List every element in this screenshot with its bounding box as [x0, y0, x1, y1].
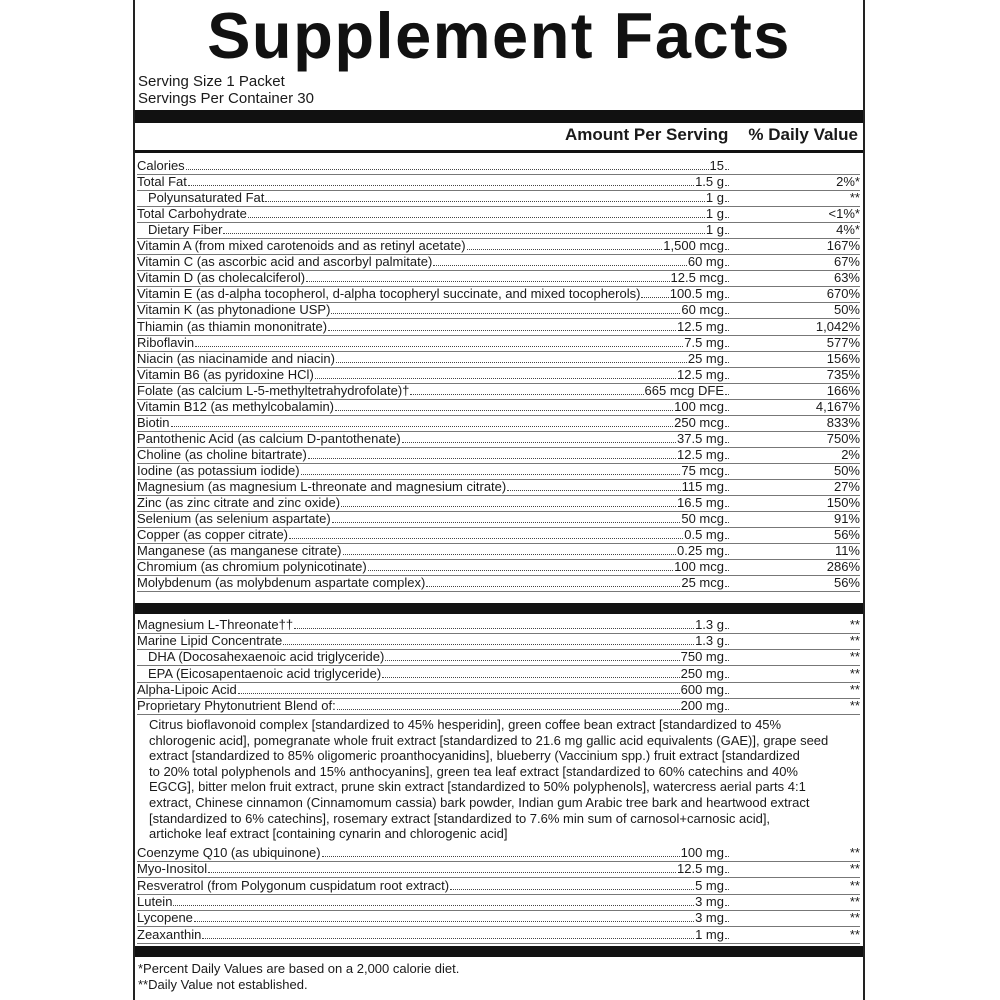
nutrient-amount: 75 mcg [681, 462, 724, 478]
nutrient-amount: 15 [709, 158, 724, 173]
nutrient-amount: 12.5 mg [677, 446, 724, 462]
nutrient-daily-value: ** [849, 861, 860, 877]
nutrient-amount: 100.5 mg [669, 286, 724, 302]
nutrient-name: Manganese (as manganese citrate) [137, 543, 342, 559]
blend-text-line: to 20% total polyphenols and 15% anthocyanins], green tea leaf extract [standardized to 60% catechins and 40% [149, 763, 798, 779]
nutrient-name: Vitamin D (as cholecalciferol) [137, 270, 306, 286]
blend-text-line: chlorogenic acid], pomegranate whole fruit extract [standardized to 21.6 mg gallic acid equivalents (GAE)], grape seed [149, 732, 829, 748]
nutrient-name: Thiamin (as thiamin mononitrate) [137, 318, 328, 334]
dot-leader [283, 644, 694, 645]
dot-leader [385, 660, 679, 661]
dot-leader [194, 921, 694, 922]
nutrient-daily-value: 286% [826, 559, 860, 575]
nutrient-name: Calories [137, 158, 185, 173]
dot-leader [223, 233, 705, 234]
nutrient-name: EPA (Eicosapentaenoic acid triglyceride) [148, 665, 382, 681]
blend-text-line: Citrus bioflavonoid complex [standardized to 45% hesperidin], green coffee bean extract [standardized to 45% [149, 717, 782, 732]
nutrient-row [137, 633, 860, 650]
nutrient-amount: 5 mg [695, 877, 724, 893]
thick-divider-middle [135, 603, 863, 614]
nutrient-amount: 1 g [705, 190, 724, 206]
nutrient-name: Zinc (as zinc citrate and zinc oxide) [137, 495, 341, 511]
nutrient-name: Myo-Inositol [137, 861, 208, 877]
dot-leader [725, 201, 729, 202]
dot-leader [725, 281, 729, 282]
nutrient-row [137, 367, 860, 384]
nutrient-daily-value: ** [849, 926, 860, 942]
dot-leader [188, 185, 694, 186]
nutrient-amount: 750 mg [680, 649, 724, 665]
dot-leader [294, 628, 694, 629]
nutrient-daily-value: ** [849, 910, 860, 926]
nutrient-daily-value: ** [849, 633, 860, 649]
nutrient-amount: 50 mcg [681, 511, 724, 527]
nutrient-row [137, 270, 860, 287]
nutrient-row [137, 559, 860, 576]
dot-leader [208, 872, 676, 873]
nutrient-daily-value: 67% [833, 254, 860, 270]
nutrient-daily-value: 750% [826, 430, 860, 446]
dot-leader [171, 426, 674, 427]
dot-leader [725, 905, 729, 906]
servings-per-container: Servings Per Container 30 [138, 90, 314, 107]
nutrient-name: Marine Lipid Concentrate [137, 633, 283, 649]
nutrient-row [137, 666, 860, 683]
dot-leader [725, 169, 729, 170]
nutrient-amount: 12.5 mg [677, 861, 724, 877]
nutrient-daily-value: ** [849, 845, 860, 860]
dot-leader [301, 474, 681, 475]
nutrient-row [137, 174, 860, 191]
footnote-percent-dv: *Percent Daily Values are based on a 2,000 calorie diet. [138, 961, 460, 976]
dot-leader [725, 709, 729, 710]
nutrient-name: Niacin (as niacinamide and niacin) [137, 350, 335, 366]
dot-leader [410, 394, 643, 395]
nutrient-name: Vitamin B6 (as pyridoxine HCl) [137, 366, 314, 382]
dot-leader [331, 313, 680, 314]
nutrient-daily-value: 4,167% [815, 398, 860, 414]
nutrient-daily-value: 91% [833, 511, 860, 527]
dot-leader [725, 410, 729, 411]
nutrient-amount: 1 mg [695, 926, 724, 942]
dot-leader [402, 442, 676, 443]
supplement-facts-panel [133, 0, 865, 1000]
dot-leader [186, 169, 709, 170]
nutrient-name: Coenzyme Q10 (as ubiquinone) [137, 845, 321, 860]
nutrient-row [137, 463, 860, 480]
dot-leader [368, 570, 673, 571]
nutrient-name: Vitamin K (as phytonadione USP) [137, 302, 331, 318]
nutrient-daily-value: 63% [833, 270, 860, 286]
nutrient-name: Chromium (as chromium polynicotinate) [137, 559, 367, 575]
nutrient-row [137, 861, 860, 878]
nutrient-daily-value: 50% [833, 302, 860, 318]
nutrient-row [137, 383, 860, 400]
dot-leader [725, 856, 729, 857]
dot-leader [248, 217, 705, 218]
nutrient-daily-value: 167% [826, 238, 860, 254]
phytonutrient-blend-description [149, 717, 849, 842]
blend-text-line: artichoke leaf extract [containing cynarin and chlorogenic acid] [149, 826, 508, 842]
dot-leader [725, 233, 729, 234]
dot-leader [725, 872, 729, 873]
dot-leader [725, 426, 729, 427]
nutrient-name: Molybdenum (as molybdenum aspartate complex) [137, 575, 426, 591]
nutrient-amount: 115 mg [681, 479, 724, 494]
dot-leader [725, 693, 729, 694]
dot-leader [725, 570, 729, 571]
blend-text-line: extract, Chinese cinnamon (Cinnamomum cassia) bark powder, Indian gum Arabic tree bark and heartwood extract [149, 794, 810, 810]
nutrient-row [137, 447, 860, 464]
nutrient-row [137, 238, 860, 255]
nutrient-name: Folate (as calcium L-5-methyltetrahydrofolate)† [137, 382, 410, 398]
dot-leader [725, 458, 729, 459]
dot-leader [337, 709, 680, 710]
dot-leader [308, 458, 676, 459]
nutrient-name: Pantothenic Acid (as calcium D-pantothenate) [137, 430, 401, 446]
nutrient-row [137, 302, 860, 319]
nutrient-amount: 37.5 mg [677, 430, 724, 446]
nutrient-row [137, 649, 860, 666]
nutrient-amount: 100 mg [680, 845, 724, 860]
dot-leader [641, 297, 668, 298]
nutrient-name: Dietary Fiber [148, 222, 223, 238]
nutrient-amount: 665 mcg DFE [644, 382, 724, 398]
dot-leader [725, 362, 729, 363]
nutrient-name: Vitamin B12 (as methylcobalamin) [137, 398, 335, 414]
nutrient-row [137, 335, 860, 352]
nutrient-name: Polyunsaturated Fat [148, 190, 265, 206]
nutrient-amount: 1,500 mcg [663, 238, 724, 254]
nutrient-daily-value: 833% [826, 414, 860, 430]
nutrient-daily-value: 735% [826, 366, 860, 382]
nutrient-amount: 100 mcg [674, 398, 724, 414]
thick-divider-top [135, 110, 863, 123]
nutrient-name: Riboflavin [137, 334, 195, 350]
nutrient-name: Zeaxanthin [137, 926, 202, 942]
nutrient-amount: 250 mg [680, 665, 724, 681]
nutrient-daily-value: ** [849, 681, 860, 697]
dot-leader [725, 297, 729, 298]
nutrient-daily-value: ** [849, 665, 860, 681]
dot-leader [725, 217, 729, 218]
nutrient-daily-value: ** [849, 190, 860, 206]
panel-title: Supplement Facts [207, 0, 791, 72]
nutrient-row [137, 878, 860, 895]
nutrient-name: Vitamin E (as d-alpha tocopherol, d-alpha tocopheryl succinate, and mixed tocopherols) [137, 286, 641, 302]
nutrient-row [137, 527, 860, 544]
nutrient-name: Alpha-Lipoic Acid [137, 681, 237, 697]
nutrient-amount: 25 mg [687, 350, 724, 366]
nutrient-row [137, 415, 860, 432]
nutrient-name: Total Carbohydrate [137, 206, 247, 222]
nutrient-daily-value: <1%* [828, 206, 860, 222]
dot-leader [335, 410, 673, 411]
footnote-dv-not-established: **Daily Value not established. [138, 977, 308, 992]
nutrient-daily-value: 2%* [836, 174, 860, 190]
nutrient-row [137, 845, 860, 862]
dot-leader [315, 378, 676, 379]
dot-leader [382, 677, 679, 678]
nutrient-name: Lycopene [137, 910, 193, 926]
nutrient-daily-value: ** [849, 893, 860, 909]
nutrient-row [137, 617, 860, 634]
dot-leader [336, 362, 687, 363]
nutrient-daily-value: 2% [841, 446, 860, 462]
dot-leader [725, 538, 729, 539]
dot-leader [328, 330, 676, 331]
dot-leader [433, 265, 687, 266]
nutrient-row [137, 927, 860, 944]
nutrient-row [137, 158, 860, 175]
nutrient-name: Choline (as choline bitartrate) [137, 446, 307, 462]
nutrient-row [137, 254, 860, 271]
nutrient-row [137, 479, 860, 496]
nutrient-row [137, 910, 860, 927]
nutrient-amount: 1.5 g [695, 174, 724, 190]
dot-leader [725, 677, 729, 678]
dot-leader [725, 522, 729, 523]
amount-per-serving-header: Amount Per Serving [565, 125, 729, 144]
nutrient-daily-value: 670% [826, 286, 860, 302]
nutrient-amount: 1.3 g [695, 617, 724, 632]
nutrient-amount: 1 g [705, 222, 724, 238]
dot-leader [725, 921, 729, 922]
nutrient-amount: 250 mcg [674, 414, 724, 430]
dot-leader [725, 586, 729, 587]
nutrient-row [137, 543, 860, 560]
nutrient-daily-value: 166% [826, 382, 860, 398]
nutrient-row [137, 351, 860, 368]
nutrient-daily-value: 156% [826, 350, 860, 366]
nutrient-name: Vitamin A (from mixed carotenoids and as retinyl acetate) [137, 238, 466, 254]
nutrient-row [137, 495, 860, 512]
nutrient-row [137, 431, 860, 448]
dot-leader [306, 281, 669, 282]
dot-leader [322, 856, 680, 857]
daily-value-header: % Daily Value [748, 125, 858, 144]
nutrient-daily-value: 4%* [836, 222, 860, 238]
dot-leader [725, 249, 729, 250]
nutrient-name: Magnesium L-Threonate†† [137, 617, 294, 632]
thick-divider-bottom [135, 946, 863, 957]
nutrient-name: Vitamin C (as ascorbic acid and ascorbyl palmitate) [137, 254, 433, 270]
dot-leader [725, 265, 729, 266]
nutrient-daily-value: 56% [833, 527, 860, 543]
dot-leader [725, 644, 729, 645]
nutrient-row [137, 222, 860, 239]
dot-leader [343, 554, 677, 555]
nutrient-row [137, 894, 860, 911]
nutrient-amount: 3 mg [695, 910, 724, 926]
nutrient-row [137, 206, 860, 223]
nutrient-name: DHA (Docosahexaenoic acid triglyceride) [148, 649, 385, 665]
nutrient-row [137, 511, 860, 528]
dot-leader [725, 554, 729, 555]
nutrient-amount: 16.5 mg [677, 495, 724, 511]
nutrient-name: Copper (as copper citrate) [137, 527, 289, 543]
nutrient-row [137, 575, 860, 592]
nutrient-amount: 60 mcg [681, 302, 724, 318]
nutrient-amount: 600 mg [680, 681, 724, 697]
nutrient-amount: 1.3 g [695, 633, 724, 649]
nutrient-name: Resveratrol (from Polygonum cuspidatum root extract) [137, 877, 450, 893]
dot-leader [450, 889, 694, 890]
dot-leader [725, 185, 729, 186]
dot-leader [467, 249, 663, 250]
nutrient-row [137, 319, 860, 336]
nutrient-amount: 3 mg [695, 893, 724, 909]
nutrient-amount: 7.5 mg [684, 334, 724, 350]
dot-leader [725, 313, 729, 314]
nutrient-name: Iodine (as potassium iodide) [137, 462, 300, 478]
nutrient-daily-value: ** [849, 877, 860, 893]
blend-text-line: EGCG], bitter melon fruit extract, prune skin extract [standardized to 50% polyphenols], watercress aerial parts 4:1 [149, 779, 806, 795]
dot-leader [202, 938, 694, 939]
dot-leader [195, 346, 683, 347]
dot-leader [173, 905, 694, 906]
nutrient-amount: 0.5 mg [684, 527, 724, 543]
dot-leader [725, 474, 729, 475]
dot-leader [507, 490, 680, 491]
nutrient-name: Biotin [137, 414, 170, 430]
header-divider [135, 150, 863, 153]
dot-leader [725, 442, 729, 443]
nutrient-amount: 25 mcg [681, 575, 724, 591]
dot-leader [725, 330, 729, 331]
nutrient-daily-value: 27% [833, 479, 860, 494]
nutrient-amount: 12.5 mcg [670, 270, 724, 286]
nutrient-daily-value: 50% [833, 462, 860, 478]
nutrient-daily-value: 56% [833, 575, 860, 591]
serving-size: Serving Size 1 Packet [138, 73, 285, 90]
dot-leader [725, 938, 729, 939]
nutrient-daily-value: ** [849, 698, 860, 713]
nutrient-name: Selenium (as selenium aspartate) [137, 511, 331, 527]
nutrient-amount: 0.25 mg [677, 543, 724, 559]
nutrient-row [137, 698, 860, 715]
nutrient-row [137, 190, 860, 207]
nutrient-row [137, 399, 860, 416]
dot-leader [238, 693, 680, 694]
nutrient-daily-value: ** [849, 617, 860, 632]
dot-leader [725, 628, 729, 629]
dot-leader [725, 346, 729, 347]
nutrient-name: Magnesium (as magnesium L-threonate and magnesium citrate) [137, 479, 507, 494]
nutrient-row [137, 682, 860, 699]
nutrient-daily-value: 577% [826, 334, 860, 350]
nutrient-amount: 1 g [705, 206, 724, 222]
dot-leader [725, 889, 729, 890]
dot-leader [725, 394, 729, 395]
dot-leader [725, 660, 729, 661]
dot-leader [426, 586, 680, 587]
dot-leader [725, 506, 729, 507]
nutrient-amount: 12.5 mg [677, 318, 724, 334]
nutrient-name: Total Fat [137, 174, 187, 190]
blend-text-line: extract [standardized to 85% oligomeric proanthocyanidins], blueberry (Vaccinium spp.) fruit extract [standardized [149, 748, 800, 764]
dot-leader [265, 201, 705, 202]
nutrient-daily-value: ** [849, 649, 860, 665]
nutrient-name: Lutein [137, 893, 173, 909]
nutrient-amount: 200 mg [680, 698, 724, 713]
blend-text-line: [standardized to 6% catechins], rosemary extract [standardized to 7.6% min sum of carnosol+carnosic acid], [149, 810, 771, 826]
nutrient-row [137, 286, 860, 303]
nutrient-amount: 12.5 mg [677, 366, 724, 382]
dot-leader [725, 490, 729, 491]
dot-leader [289, 538, 683, 539]
dot-leader [725, 378, 729, 379]
nutrient-daily-value: 1,042% [815, 318, 860, 334]
nutrient-name: Proprietary Phytonutrient Blend of: [137, 698, 336, 713]
dot-leader [341, 506, 676, 507]
dot-leader [332, 522, 681, 523]
nutrient-amount: 60 mg [687, 254, 724, 270]
nutrient-daily-value: 150% [826, 495, 860, 511]
nutrient-daily-value: 11% [834, 543, 860, 559]
nutrient-amount: 100 mcg [674, 559, 724, 575]
